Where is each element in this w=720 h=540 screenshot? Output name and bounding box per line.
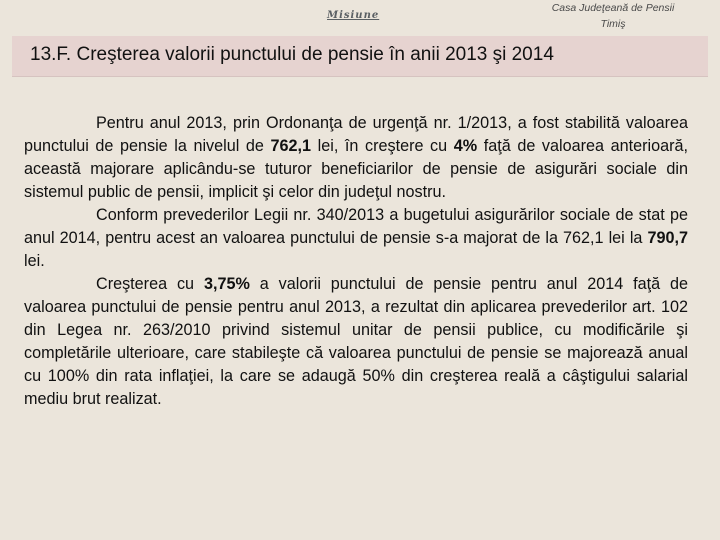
page-header xyxy=(0,0,720,34)
organization-name-line2: Timiş xyxy=(600,18,626,30)
paragraph-text: Pentru anul 2013, prin Ordonanţa de urgenţă nr. 1/2013, a fost stabilită valoarea punctului de pensie la nivelul de xyxy=(24,114,688,155)
point-value-2014: 790,7 xyxy=(647,229,688,247)
body-text xyxy=(24,112,688,411)
slide-title: 13.F. Creşterea valorii punctului de pensie în anii 2013 şi 2014 xyxy=(30,44,554,65)
paragraph-text: lei, în creştere cu xyxy=(311,137,454,155)
paragraph-text: Conform prevederilor Legii nr. 340/2013 a bugetului asigurărilor sociale de stat pe anul 2014, pentru acest an valoarea punctului de pensie s-a majorat de la 762,1 lei la xyxy=(24,206,688,247)
increase-percent-2014: 3,75% xyxy=(203,275,250,293)
increase-percent-2013: 4% xyxy=(453,137,478,155)
paragraph-increase xyxy=(24,273,688,411)
paragraph-text: Creşterea cu xyxy=(96,275,204,293)
paragraph-2014 xyxy=(24,204,688,273)
paragraph-text: lei. xyxy=(24,252,45,270)
paragraph-text: a valorii punctului de pensie pentru anul 2014 faţă de valoarea punctului de pensie pentru anul 2013, a rezultat din aplicarea prevederilor art. 102 din Legea nr. 263/2010 privind sistemul unitar de pensii publice, cu modificările şi completările ulterioare, care stabileşte că valoarea punctului de pensie se majorează anual cu 100% din rata inflaţiei, la care se adaugă 50% din creşterea reală a câştigului salarial mediu brut realizat. xyxy=(24,275,689,408)
organization-name-line1: Casa Judeţeană de Pensii xyxy=(551,2,675,14)
section-label: Misiune xyxy=(327,10,380,21)
title-band xyxy=(12,36,708,77)
point-value-2013: 762,1 xyxy=(270,137,312,155)
paragraph-text: faţă de valoarea anterioară, această majorare aplicându-se tuturor beneficiarilor de pensie de asigurări sociale din sistemul public de pensii, implicit şi celor din judeţul nostru. xyxy=(24,137,688,201)
organization-name xyxy=(548,0,678,32)
paragraph-2013 xyxy=(24,112,688,204)
